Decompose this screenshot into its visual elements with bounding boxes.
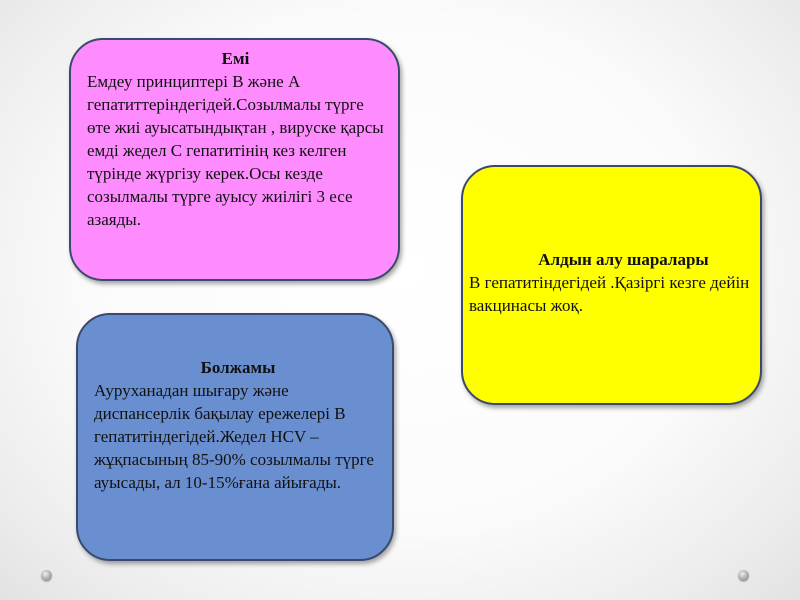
- prognosis-text: Ауруханадан шығару және диспансерлік бақылау ережелері В гепатитіндегідей.Жедел HCV –жұқпасының 85-90% созылмалы түрге ауысады, ал 10-15%ғана айығады.: [94, 380, 374, 492]
- treatment-title: Емі: [221, 49, 250, 68]
- round-bullet-icon: [738, 570, 749, 581]
- round-bullet-icon: [41, 570, 52, 581]
- prognosis-title: Болжамы: [200, 358, 276, 377]
- prognosis-box: [76, 313, 394, 561]
- prevention-text: В гепатитіндегідей .Қазіргі кезге дейін вакцинасы жоқ.: [469, 272, 750, 315]
- prevention-title: Алдын алу шаралары: [538, 250, 709, 269]
- prevention-box: [461, 165, 762, 405]
- treatment-box: [69, 38, 400, 281]
- treatment-text: Емдеу принциптері В және А гепатиттеріндегідей.Созылмалы түрге өте жиі ауысатындықтан , вируске қарсы емді жедел С гепатитінің кез келген түрінде жүргізу керек.Осы кезде созылмалы түрге ауысу жиілігі 3 есе азаяды.: [87, 71, 384, 229]
